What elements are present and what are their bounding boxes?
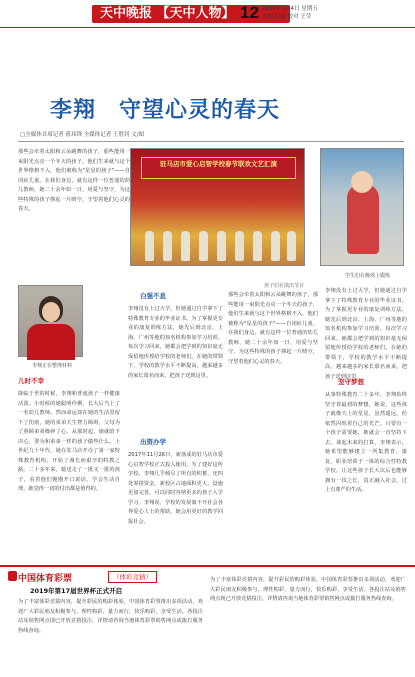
dancer-figure — [253, 231, 262, 261]
portrait-caption: 李翔正在整理材料 — [32, 363, 73, 369]
student-body — [347, 184, 379, 254]
masthead-info — [262, 5, 322, 21]
section-text-childhood: 降临于世的时候，李翔和普通孩子一样健康活泼。小时候的她聪明伶俐，长大后当上了一名幼儿教师。然而命运却在她的生活里留下了伤痕，她的弟弟天生智力障碍，父母为了照顾弟弟操碎了心。从那时起，她就暗下决心，要为和弟弟一样的孩子做些什么。上世纪九十年代，她在驻马店开办了第一家特殊教育机构，开始了漫长而艰辛的特教之路。二十多年来，她送走了一批又一批的孩子，看着他们慢慢开口说话、学会生活自理，她觉得一切的付出都是值得的。 — [18, 391, 120, 492]
lottery-ad-badge: （体彩竞猜） — [108, 571, 157, 583]
section-head-childhood: 儿时不幸 — [18, 377, 44, 385]
dancer-figure — [145, 231, 154, 261]
portrait-photo — [18, 285, 83, 357]
dancer-figure — [235, 231, 244, 261]
article-intro: 那些会牵着太阳和云朵跳舞的孩子，那些能用一束阳光点亮一个冬天的孩子，他们生来就与这个世界格格不入，他们被称为"星星的孩子"——自闭症儿童。在我们身边，就有这样一位普通的幼儿教师，她二十余年如一日，用爱与坚守，为这些特殊的孩子撑起一片晴空，守望着他们心灵的春天。 — [18, 149, 130, 212]
section-text-dream: 从事特殊教育二十多年，李翔始终坚守着最初的梦想。她说，这些孩子就像天上的星星，虽然遥远，但依然闪烁着自己的光芒。只要有一个孩子需要她，她就会一直坚持下去。谈起未来的打算，李翔表示，她希望能够建立一所集教育、康复、职业培训于一体的综合性特教学校，让这些孩子长大以后也能够拥有一技之长，真正融入社会，过上有尊严的生活。 — [325, 392, 407, 493]
dancer-figure — [217, 231, 226, 261]
masthead — [0, 0, 415, 70]
editor-line: 责编 何涵 校对 王莹 — [262, 14, 312, 20]
dancer-figure — [287, 231, 296, 261]
article-title: 李翔 守望心灵的春天 — [50, 98, 281, 123]
dancer-figure — [163, 231, 172, 261]
section-head-dream: 坚守梦想 — [338, 378, 364, 386]
dancer-figure — [199, 231, 208, 261]
student-head — [351, 171, 373, 193]
article-byline: □全媒体首席记者 蒋玮锋 全媒体记者 王胜钊 文/图 — [20, 132, 145, 138]
lottery-ad-text-left: 为了丰富体彩竞猜内容，提升彩民的购彩体验，中国体育彩票推出多项活动，欢迎广大彩民朋友积极参与。理性购彩，量力而行，快乐购彩，享受生活。各投注站及销售网点现已开放竞猜投注，详情请咨询当地体育彩票销售网点或拨打服务热线查询。 — [18, 599, 203, 634]
section-head-self-improvement: 白强不息 — [140, 292, 166, 300]
column-text-middle: 那些会牵着太阳和云朵跳舞的孩子，那些能用一束阳光点亮一个冬天的孩子，他们生来就与这个世界格格不入，他们被称为"星星的孩子"——自闭症儿童。在我们身边，就有这样一位普通的幼儿教师，她二十余年如一日，用爱与坚守，为这些特殊的孩子撑起一片晴空，守望着他们心灵的春天。 — [228, 292, 318, 365]
section-text-school: 2017年11月26日，新落成的驻马店市爱心启智学校正式投入使用。为了建好这所学校，李翔几乎倾尽了所有的积蓄，还四处筹措资金。新校区占地面积更大，设施更加完善，可以同时容纳更多的孩子入学学习。李翔说，学校的发展离不开社会各界爱心人士的帮助，她会用更好的教学回报社会。 — [128, 452, 223, 525]
dancers-group — [139, 211, 299, 261]
date-line: 2019年1月4日 星期五 — [262, 6, 318, 12]
lottery-ad-text-right: 为了丰富体彩竞猜内容，提升彩民的购彩体验，中国体育彩票推出多项活动，欢迎广大彩民朋友积极参与。理性购彩，量力而行，快乐购彩，享受生活。各投注站及销售网点现已开放竞猜投注，详情请咨询当地体育彩票销售网点或拨打服务热线查询。 — [210, 577, 406, 602]
dancer-figure — [271, 231, 280, 261]
portrait-face — [42, 302, 60, 322]
photo-small-caption: 学生们在操场上锻炼 — [345, 273, 391, 279]
section-head-school: 出资办学 — [140, 438, 166, 446]
lottery-ad-title: 中国体育彩票 — [18, 574, 73, 584]
column-text-right-top: 李翔没有上过大学，但她通过自学拿下了特殊教育专业的毕业证书。为了掌握更专业的康复训练方法，她先后到北京、上海、广州等地的知名机构参加学习培训。每次学习回来，她都会把学到的知识毫无保留地传授给学校的老师们。在她的带领下，学校的教学水平不断提高，越来越多的家长慕名而来，把孩子送到这里。 — [325, 288, 407, 380]
masthead-banner — [92, 5, 290, 23]
portrait-body — [27, 324, 75, 360]
title-rule — [18, 141, 404, 142]
masthead-rule — [0, 27, 415, 28]
paper-name: 天中晚报 — [100, 6, 153, 21]
page-number: 12 — [240, 3, 259, 22]
dancer-figure — [181, 231, 190, 261]
section-name: 【天中人物】 — [156, 6, 235, 21]
photo-student — [320, 148, 404, 266]
lottery-ad-subtitle: 2019年第17届世界杯正式开启 — [30, 587, 123, 595]
photo-main-caption: 孩子们在演出节目 — [264, 283, 305, 289]
photo-banner-text: 驻马店市爱心启智学校春节联欢文艺汇演 — [141, 157, 296, 179]
section-text-self-improvement: 李翔没有上过大学，但她通过自学拿下了特殊教育专业的毕业证书。为了掌握更专业的康复训练方法，她先后到北京、上海、广州等地的知名机构参加学习培训。每次学习回来，她都会把学到的知识毫无保留地传授给学校的老师们。在她的带领下，学校的教学水平不断提高，越来越多的家长慕名而来，把孩子送到这里。 — [128, 306, 223, 379]
photo-performance — [130, 148, 305, 266]
lottery-logo-icon — [8, 571, 17, 581]
